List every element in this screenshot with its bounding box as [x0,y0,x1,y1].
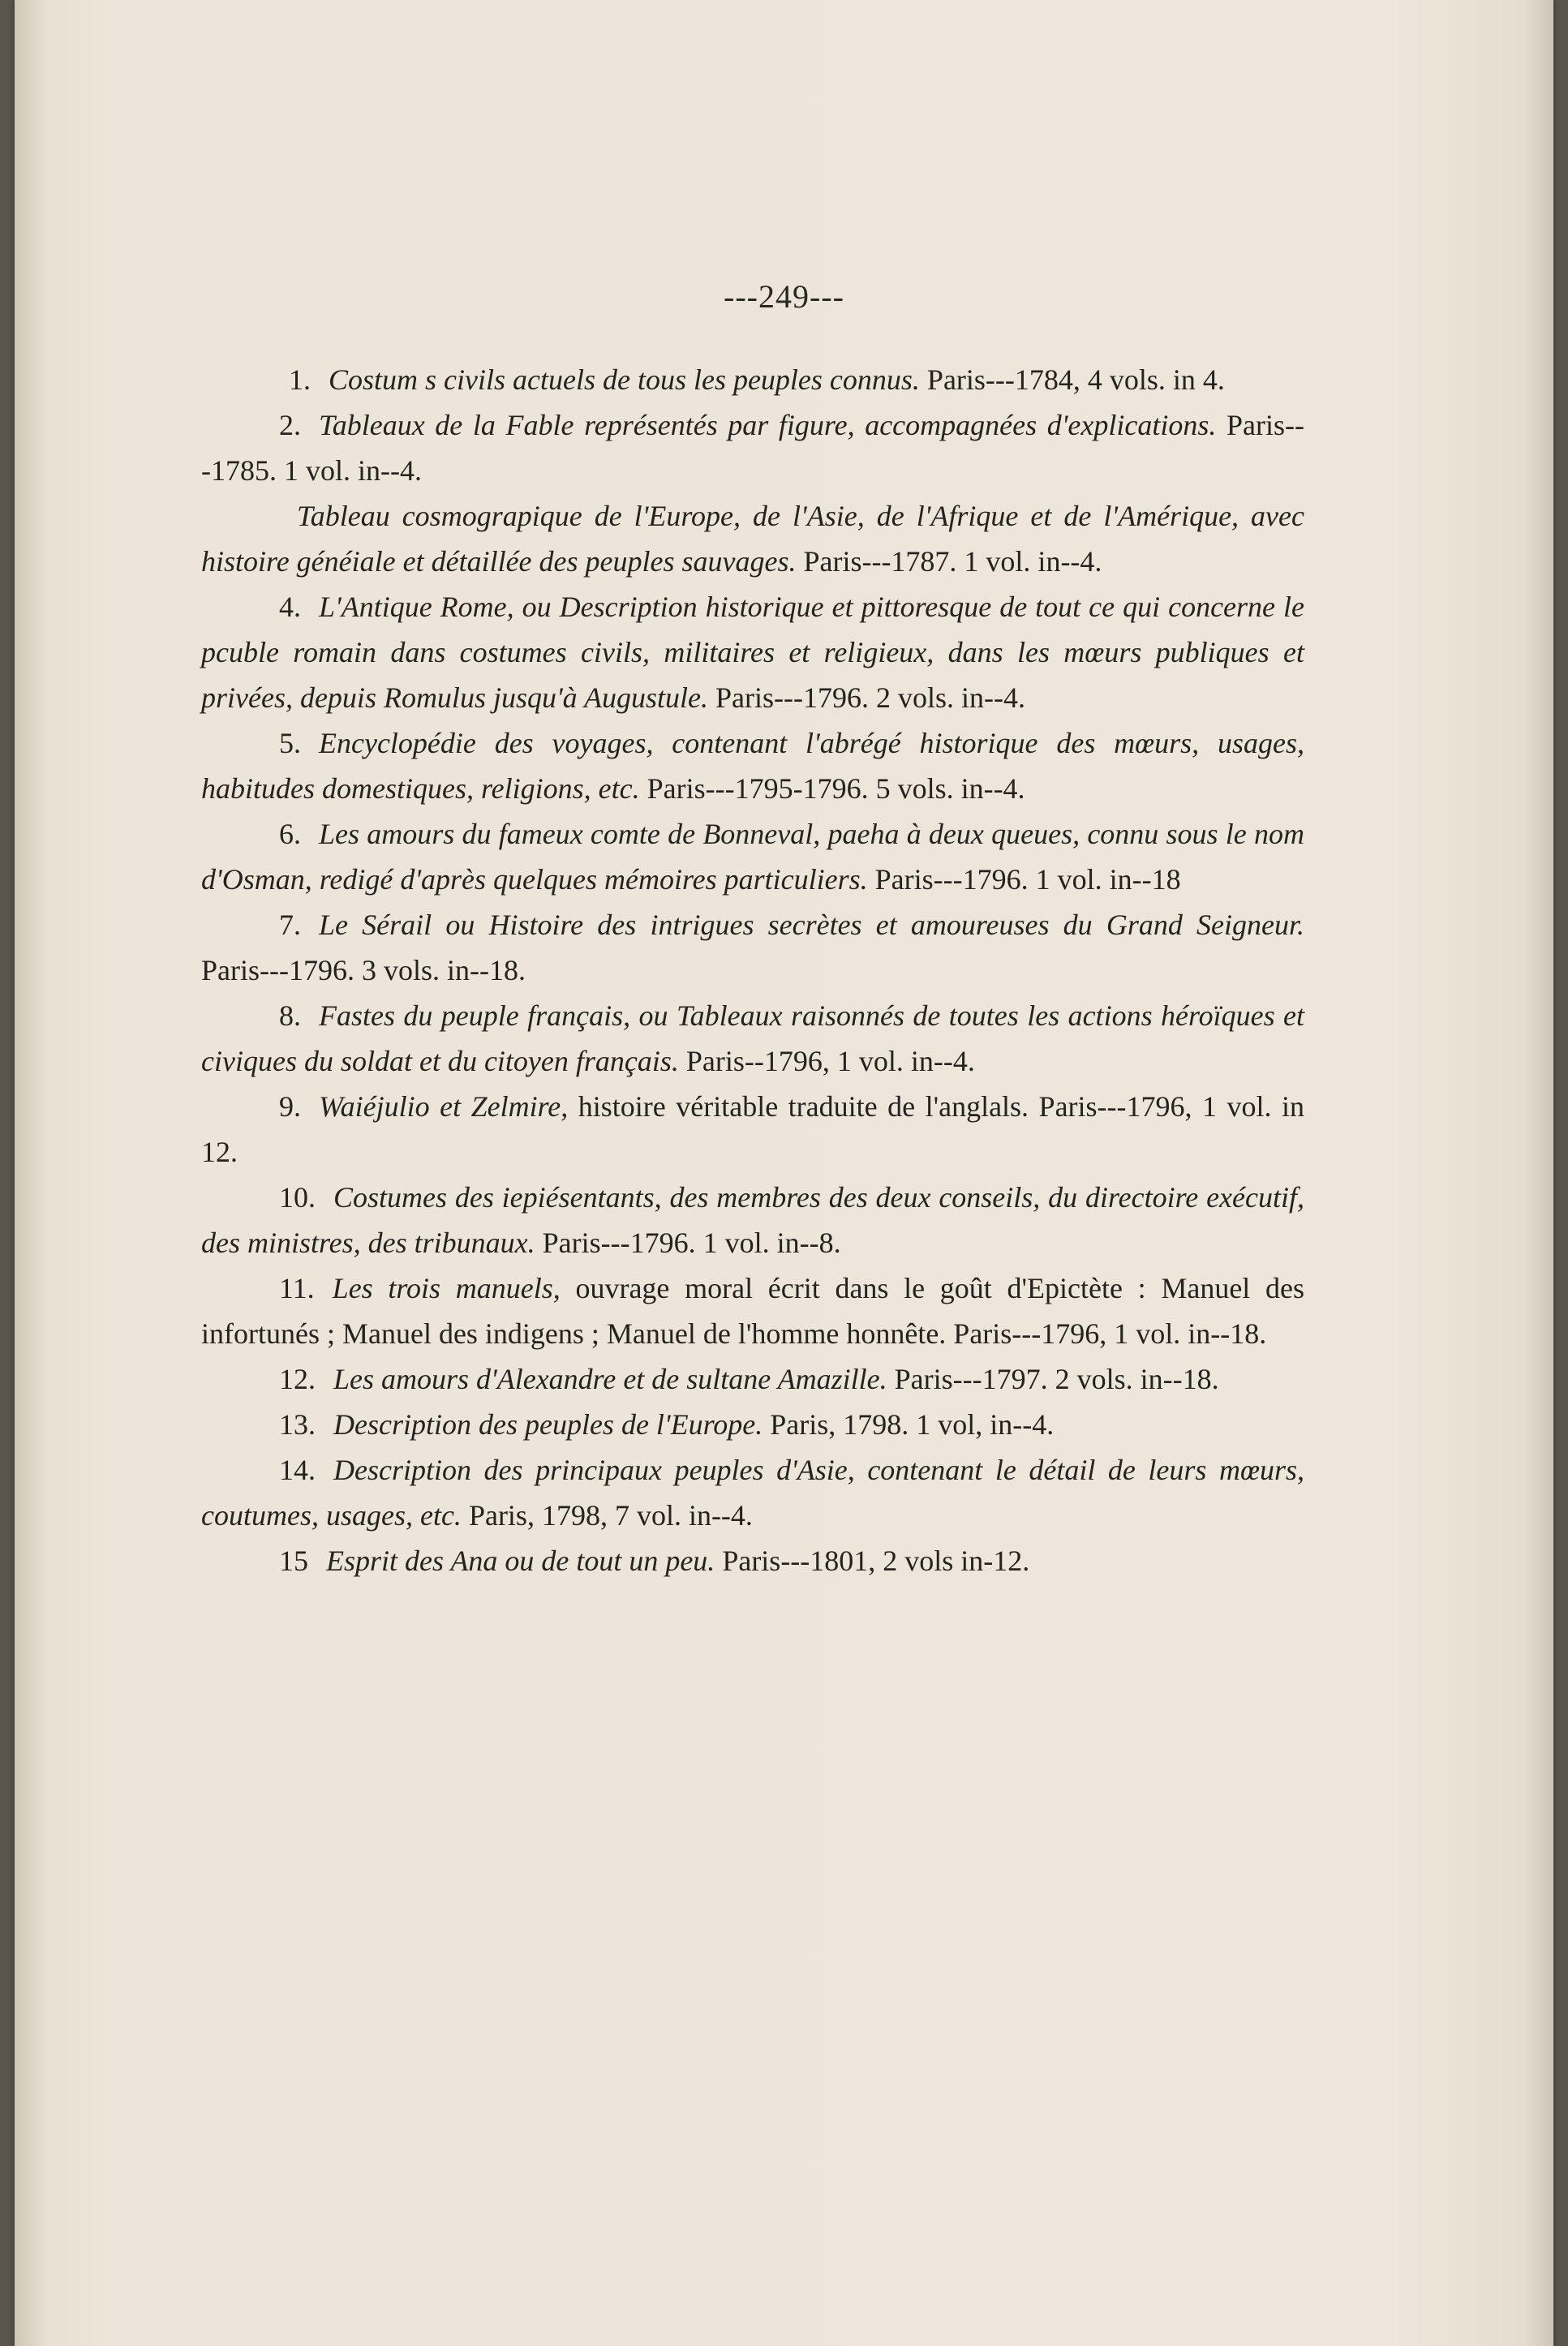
entry-details: Paris---1796. 3 vols. in--18. [201,954,526,986]
entry-number: 2. [279,409,301,441]
entry-number: 7. [279,909,301,941]
entry-details: Paris---1801, 2 vols in-12. [715,1545,1030,1577]
entry-title: Esprit des Ana ou de tout un peu. [326,1545,715,1577]
bibliography-entry [201,1084,1304,1175]
entry-details: Paris---1796. 2 vols. in--4. [708,681,1025,714]
entry-details: Paris---1785. 1 vol. in--4. [201,409,1304,487]
entry-details: Paris--1796, 1 vol. in--4. [678,1045,975,1077]
entry-title: Encyclopédie des voyages, contenant l'abrégé historique des mœurs, usages, habitudes domestiques, religions, etc. [201,727,1304,805]
entry-title: Les trois manuels, [332,1272,561,1304]
entry-title: Description des principaux peuples d'Asie, contenant le détail de leurs mœurs, coutumes, usages, etc. [201,1454,1304,1532]
page-number: ---249--- [724,278,844,315]
entry-number: 8. [279,999,301,1032]
bibliography-entry [201,1447,1304,1538]
entry-title: Fastes du peuple français, ou Tableaux raisonnés de toutes les actions héroïques et civiques du soldat et du citoyen français. [201,999,1304,1077]
entry-title: L'Antique Rome, ou Description historique et pittoresque de tout ce qui concerne le pcuble romain dans costumes civils, militaires et religieux, dans les mœurs publiques et privées, depuis Romulus jusqu'à Augustule. [201,591,1304,714]
bibliography-entry [201,1538,1304,1583]
book-page [15,0,1553,2346]
entry-title: Les amours d'Alexandre et de sultane Amazille. [333,1363,887,1395]
bibliography-entry [201,1175,1304,1265]
bibliography-entry [201,584,1304,720]
bibliography-entry [201,902,1304,993]
bibliography-entry [201,357,1304,402]
entry-number: 4. [279,591,301,623]
entry-number: 9. [279,1090,301,1123]
entry-number: 1. [289,363,311,396]
entry-number: 15 [279,1545,308,1577]
entry-number: 5. [279,727,301,759]
entry-number: 14. [279,1454,316,1486]
bibliography-entry [201,811,1304,902]
bibliography-entry [201,1356,1304,1402]
entry-number: 13. [279,1408,316,1441]
entry-details: Paris, 1798. 1 vol, in--4. [763,1408,1055,1441]
entry-title: Costumes des iepiésentants, des membres des deux conseils, du directoire exécutif, des ministres, des tribunaux. [201,1181,1304,1259]
bibliography-list [201,357,1304,1583]
bibliography-entry [201,493,1304,584]
entry-title: Description des peuples de l'Europe. [333,1408,763,1441]
entry-number: 11. [279,1272,315,1304]
entry-title: Costum s civils actuels de tous les peuples connus. [329,363,920,396]
entry-number: 6. [279,818,301,850]
bibliography-entry [201,402,1304,493]
entry-details: Paris---1795-1796. 5 vols. in--4. [639,772,1025,805]
entry-title: Le Sérail ou Histoire des intrigues secrètes et amoureuses du Grand Seigneur. [319,909,1304,941]
entry-details: Paris---1796. 1 vol. in--8. [535,1227,841,1259]
entry-details: Paris---1784, 4 vols. in 4. [919,363,1225,396]
bibliography-entry [201,993,1304,1084]
entry-title: Tableau cosmograpique de l'Europe, de l'Asie, de l'Afrique et de l'Amérique, avec histoire généiale et détaillée des peuples sauvages. [201,500,1304,578]
entry-details: Paris---1797. 2 vols. in--18. [887,1363,1219,1395]
entry-details: histoire véritable traduite de l'anglals. Paris---1796, 1 vol. in 12. [201,1090,1304,1168]
bibliography-entry [201,720,1304,811]
entry-title: Les amours du fameux comte de Bonneval, paeha à deux queues, connu sous le nom d'Osman, redigé d'après quelques mémoires particuliers. [201,818,1304,896]
entry-title: Tableaux de la Fable représentés par figure, accompagnées d'explications. [319,409,1217,441]
entry-details: Paris---1796. 1 vol. in--18 [867,863,1181,896]
entry-details: Paris, 1798, 7 vol. in--4. [461,1499,753,1532]
entry-details: ouvrage moral écrit dans le goût d'Epictète : Manuel des infortunés ; Manuel des indigens ; Manuel de l'homme honnête. Paris---1796, 1 vol. in--18. [201,1272,1304,1350]
bibliography-entry [201,1402,1304,1447]
entry-number: 10. [279,1181,316,1214]
entry-title: Waiéjulio et Zelmire, [319,1090,569,1123]
entry-number: 12. [279,1363,316,1395]
bibliography-entry [201,1265,1304,1356]
entry-details: Paris---1787. 1 vol. in--4. [796,545,1102,578]
